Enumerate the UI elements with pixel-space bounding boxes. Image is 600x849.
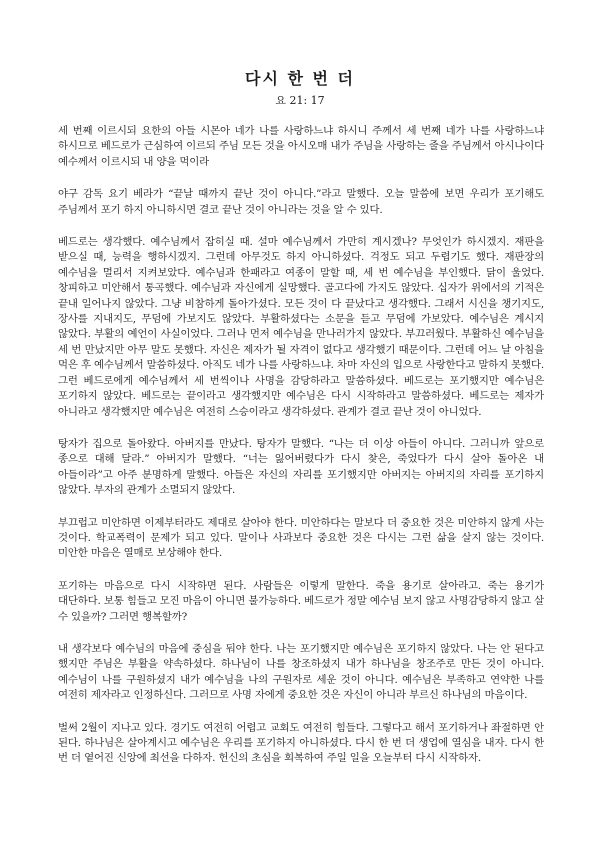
paragraph-conclusion: 벌써 2월이 지나고 있다. 경기도 여전히 어렵고 교회도 여전히 힘들다. 그렇다고 해서 포기하거나 좌절하면 안 된다. 하나님은 살아계시고 예수님은 우리를 포기하지 아니하셨다. 다시 한 번 더 생업에 열심을 내자. 다시 한 번 더 옅어진 신앙에 최선을 다하자. 헌신의 초심을 회복하여 주일 일을 오늘부터 다시 시작하자. <box>58 721 544 765</box>
paragraph-heart-of-jesus: 내 생각보다 예수님의 마음에 중심을 둬야 한다. 나는 포기했지만 예수님은 포기하지 않았다. 나는 안 된다고 했지만 주님은 부활을 약속하셨다. 하나님이 나를 창조하셨지 내가 하나님을 창조주로 만든 것이 아니다. 예수님이 나를 구원하셨지 내가 예수님을 나의 구원자로 세운 것이 아니다. 예수님은 부족하고 연약한 나를 여전히 제자라고 인정하신다. 그러므로 사명 자에게 중요한 것은 자신이 아니라 부르신 하나님의 마음이다. <box>58 642 544 702</box>
paragraph-peter: 베드로는 생각했다. 예수님께서 잡히실 때. 설마 예수님께서 가만히 계시겠나? 무엇인가 하시겠지. 재판을 받으실 때, 능력을 행하시겠지. 그런데 아무것도 하지 아니하셨다. 걱정도 되고 두렵기도 했다. 재판장의 예수님을 멀리서 지켜보았다. 예수님과 한패라고 여종이 말할 때, 세 번 예수님을 부인했다. 닭이 울었다. 창피하고 미안해서 통곡했다. 예수님과 자신에게 실망했다. 골고다에 가지도 않았다. 십자가 위에서의 기적은 끝내 일어나지 않았다. 그냥 비참하게 돌아가셨다. 모든 것이 다 끝났다고 생각했다. 그래서 시신을 챙기지도, 장사를 지내지도, 무덤에 가보지도 않았다. 부활하셨다는 소문을 듣고 무덤에 가보았다. 예수님은 계시지 않았다. 부활의 예언이 사실이었다. 그러나 먼저 예수님을 만나러가지 않았다. 부끄러웠다. 부활하신 예수님을 세 번 만났지만 아무 말도 못했다. 자신은 제자가 될 자격이 없다고 생각했기 때문이다. 그런데 어느 날 아침을 먹은 후 예수님께서 말씀하셨다. 아직도 네가 나를 사랑하느냐. 차마 자신의 입으로 사랑한다고 말하지 못했다. 그런 베드로에게 예수님께서 세 번씩이나 사명을 감당하라고 말씀하셨다. 베드로는 포기했지만 예수님은 포기하지 않았다. 베드로는 끝이라고 생각했지만 예수님은 다시 시작하라고 말씀하셨다. 베드로는 제자가 아니라고 생각했지만 예수님은 여전히 스승이라고 생각하셨다. 관계가 결코 끝난 것이 아니었다. <box>58 236 544 418</box>
paragraph-live-rightly: 부끄럽고 미안하면 이제부터라도 제대로 살아야 한다. 미안하다는 말보다 더 중요한 것은 미안하지 않게 사는 것이다. 학교폭력이 문제가 되고 있다. 말이나 사과보다 중요한 것은 다시는 그런 삶을 살지 않는 것이다. 미안한 마음은 열매로 보상해야 한다. <box>58 516 544 560</box>
paragraph-scripture: 세 번째 이르시되 요한의 아들 시몬아 네가 나를 사랑하느냐 하시니 주께서 세 번째 네가 나를 사랑하느냐 하시므로 베드로가 근심하여 이르되 주님 모든 것을 아시오매 내가 주님을 사랑하는 줄을 주님께서 아시나이다 예수께서 이르시되 내 양을 먹이라 <box>58 125 544 168</box>
page-title: 다시 한 번 더 <box>245 69 355 88</box>
paragraph-prodigal-son: 탕자가 집으로 돌아왔다. 아버지를 만났다. 탕자가 말했다. “나는 더 이상 아들이 아니다. 그러니까 앞으로 종으로 대해 달라.” 아버지가 말했다. “너는 잃어버렸다가 다시 찾은, 죽었다가 다시 살아 돌아온 내 아들이라”고 아주 분명하게 말했다. 아들은 자신의 자리를 포기했지만 아버지는 아버지의 자리를 포기하지 않았다. 부자의 관계가 소멸되지 않았다. <box>58 437 544 497</box>
scripture-reference: 요 21: 17 <box>275 94 325 107</box>
paragraph-start-again: 포기하는 마음으로 다시 시작하면 된다. 사람들은 이렇게 말한다. 죽을 용기로 살아라고. 죽는 용기가 대단하다. 보통 힘들고 모진 마음이 아니면 불가능하다. 베드로가 정말 예수님 보지 않고 사명감당하지 않고 살 수 있을까? 그러면 행복할까? <box>58 579 544 623</box>
document-body <box>58 124 544 784</box>
paragraph-yogi-berra: 야구 감독 요기 베라가 “끝날 때까지 끝난 것이 아니다.”라고 말했다. 오늘 말씀에 보면 우리가 포기해도 주님께서 포기 하지 아니하시면 결코 끝난 것이 아니라는 것을 알 수 있다. <box>58 188 544 216</box>
